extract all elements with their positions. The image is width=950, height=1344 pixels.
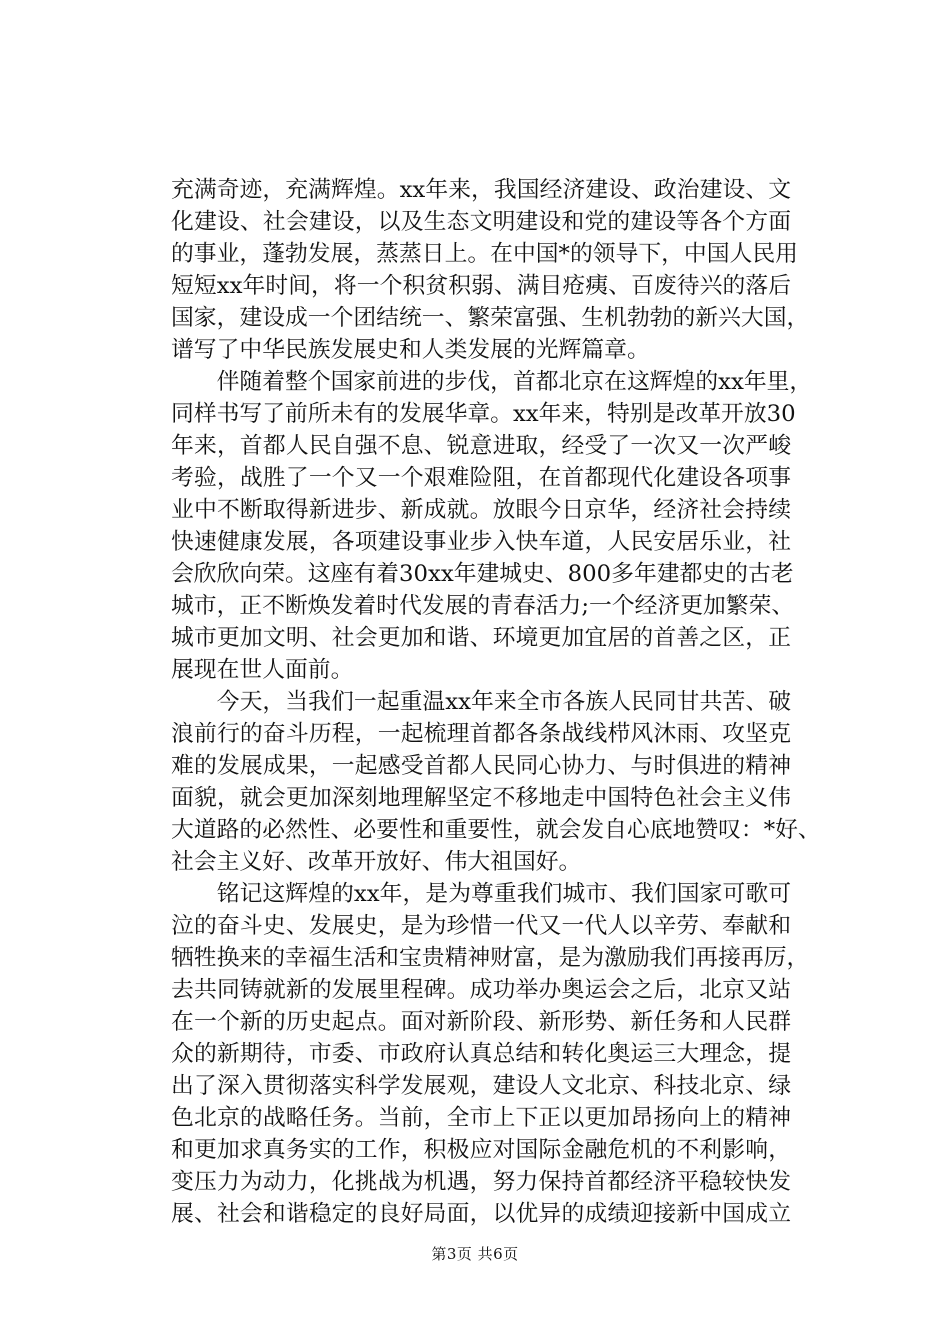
text-line: 展、社会和谐稳定的良好局面，以优异的成绩迎接新中国成立 — [171, 1201, 791, 1227]
text-line: 考验，战胜了一个又一个艰难险阻，在首都现代化建设各项事 — [171, 465, 791, 491]
text-line: 众的新期待，市委、市政府认真总结和转化奥运三大理念，提 — [171, 1041, 791, 1067]
text-line: 变压力为动力，化挑战为机遇，努力保持首都经济平稳较快发 — [171, 1169, 791, 1195]
text-line: 业中不断取得新进步、新成就。放眼今日京华，经济社会持续 — [171, 497, 791, 523]
page-footer: 第3页 共6页 — [431, 1245, 519, 1263]
text-line: 和更加求真务实的工作，积极应对国际金融危机的不利影响， — [171, 1137, 791, 1163]
text-line: 充满奇迹，充满辉煌。xx年来，我国经济建设、政治建设、文 — [171, 177, 791, 203]
text-line: 年来，首都人民自强不息、锐意进取，经受了一次又一次严峻 — [171, 433, 791, 459]
text-line: 牺牲换来的幸福生活和宝贵精神财富，是为激励我们再接再厉， — [171, 945, 810, 971]
text-line: 短短xx年时间，将一个积贫积弱、满目疮痍、百废待兴的落后 — [171, 273, 791, 299]
text-line: 展现在世人面前。 — [171, 657, 354, 683]
text-line: 铭记这辉煌的xx年，是为尊重我们城市、我们国家可歌可 — [171, 881, 791, 907]
text-line: 会欣欣向荣。这座有着30xx年建城史、800多年建都史的古老 — [171, 561, 794, 587]
text-line: 同样书写了前所未有的发展华章。xx年来，特别是改革开放30 — [171, 401, 796, 427]
text-line: 国家，建设成一个团结统一、繁荣富强、生机勃勃的新兴大国， — [171, 305, 810, 331]
text-line: 社会主义好、改革开放好、伟大祖国好。 — [171, 849, 582, 875]
text-line: 的事业，蓬勃发展，蒸蒸日上。在中国*的领导下，中国人民用 — [171, 241, 798, 267]
text-line: 快速健康发展，各项建设事业步入快车道，人民安居乐业，社 — [171, 529, 791, 555]
text-line: 浪前行的奋斗历程，一起梳理首都各条战线栉风沐雨、攻坚克 — [171, 721, 791, 747]
text-line: 谱写了中华民族发展史和人类发展的光辉篇章。 — [171, 337, 650, 363]
text-line: 泣的奋斗史、发展史，是为珍惜一代又一代人以辛劳、奉献和 — [171, 913, 791, 939]
text-line: 难的发展成果，一起感受首都人民同心协力、与时俱进的精神 — [171, 753, 791, 779]
text-line: 出了深入贯彻落实科学发展观，建设人文北京、科技北京、绿 — [171, 1073, 791, 1099]
text-line: 城市，正不断焕发着时代发展的青春活力;一个经济更加繁荣、 — [171, 593, 795, 619]
text-line: 伴随着整个国家前进的步伐，首都北京在这辉煌的xx年里， — [171, 369, 813, 395]
text-line: 色北京的战略任务。当前，全市上下正以更加昂扬向上的精神 — [171, 1105, 791, 1131]
text-line: 去共同铸就新的发展里程碑。成功举办奥运会之后，北京又站 — [171, 977, 791, 1003]
text-line: 在一个新的历史起点。面对新阶段、新形势、新任务和人民群 — [171, 1009, 791, 1035]
text-line: 城市更加文明、社会更加和谐、环境更加宜居的首善之区，正 — [171, 625, 791, 651]
text-line: 大道路的必然性、必要性和重要性，就会发自心底地赞叹：*好、 — [171, 817, 821, 843]
text-line: 化建设、社会建设，以及生态文明建设和党的建设等各个方面 — [171, 209, 791, 235]
text-line: 今天，当我们一起重温xx年来全市各族人民同甘共苦、破 — [171, 689, 791, 715]
document-body — [171, 174, 821, 1230]
text-line: 面貌，就会更加深刻地理解坚定不移地走中国特色社会主义伟 — [171, 785, 791, 811]
